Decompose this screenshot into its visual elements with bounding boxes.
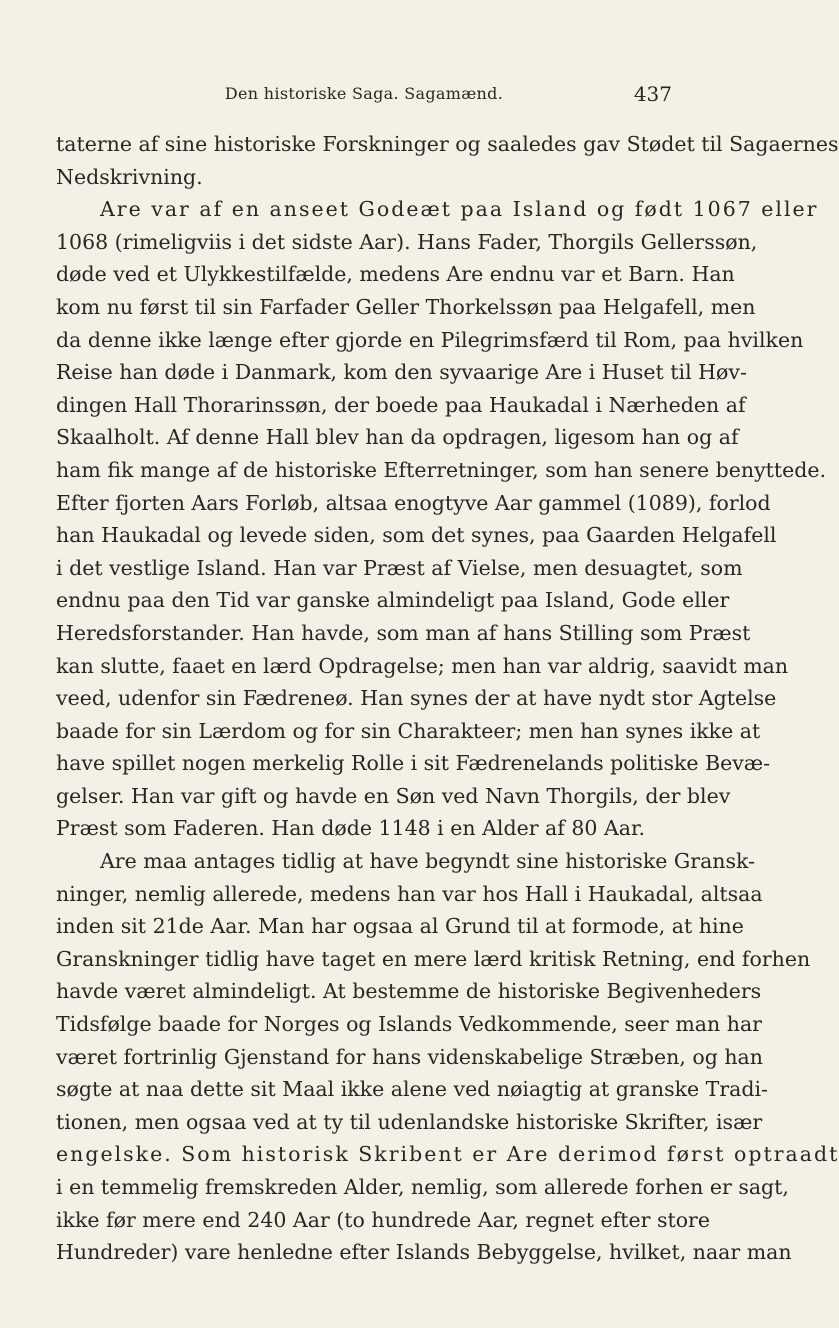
text-line: Nedskrivning. [56, 164, 203, 189]
text-line: døde ved et Ulykkestilfælde, medens Are endnu var et Barn. Han [56, 262, 735, 287]
text-line: Hundreder) vare henledne efter Islands Bebyggelse, hvilket, naar man [56, 1240, 792, 1265]
text-line: engelske. Som historisk Skribent er Are derimod først optraadt [56, 1142, 839, 1167]
running-title: Den historiske Saga. Sagamænd. [224, 84, 504, 103]
text-line: ikke før mere end 240 Aar (to hundrede Aar, regnet efter store [56, 1207, 710, 1232]
text-line: han Haukadal og levede siden, som det synes, paa Gaarden Helgafell [56, 523, 777, 548]
text-line: have spillet nogen merkelig Rolle i sit Fædrenelands politiske Bevæ- [56, 751, 771, 776]
text-line: i det vestlige Island. Han var Præst af Vielse, men desuagtet, som [56, 555, 743, 580]
text-line: Granskninger tidlig have taget en mere lærd kritisk Retning, end forhen [56, 946, 811, 971]
text-line: Are maa antages tidlig at have begyndt sine historiske Gransk- [100, 849, 756, 874]
text-line: endnu paa den Tid var ganske almindeligt paa Island, Gode eller [56, 588, 730, 613]
text-line: havde været almindeligt. At bestemme de historiske Begivenheders [56, 979, 762, 1004]
body-text [56, 128, 839, 1269]
text-line: 1068 (rimeligviis i det sidste Aar). Hans Fader, Thorgils Gellerssøn, [56, 229, 758, 254]
text-line: Reise han døde i Danmark, kom den syvaarige Are i Huset til Høv- [56, 360, 747, 385]
text-line: ham fik mange af de historiske Efterretninger, som han senere benyttede. [56, 457, 827, 482]
text-line: været fortrinlig Gjenstand for hans videnskabelige Stræben, og han [56, 1044, 763, 1069]
text-line: inden sit 21de Aar. Man har ogsaa al Grund til at formode, at hine [56, 914, 744, 939]
page-header [56, 82, 672, 108]
text-line: kom nu først til sin Farfader Geller Thorkelssøn paa Helgafell, men [56, 294, 756, 319]
text-line: gelser. Han var gift og havde en Søn ved Navn Thorgils, der blev [56, 783, 731, 808]
text-line: taterne af sine historiske Forskninger og saaledes gav Stødet til Sagaernes [56, 132, 839, 156]
text-line: Præst som Faderen. Han døde 1148 i en Alder af 80 Aar. [56, 816, 646, 841]
text-line: ninger, nemlig allerede, medens han var hos Hall i Haukadal, altsaa [56, 881, 763, 906]
text-line: veed, udenfor sin Fædreneø. Han synes der at have nydt stor Agtelse [56, 686, 777, 711]
text-line: Tidsfølge baade for Norges og Islands Vedkommende, seer man har [56, 1012, 762, 1037]
text-line: dingen Hall Thorarinssøn, der boede paa Haukadal i Nærheden af [56, 392, 746, 417]
text-line: søgte at naa dette sit Maal ikke alene ved nøiagtig at granske Tradi- [56, 1077, 768, 1102]
text-line: kan slutte, faaet en lærd Opdragelse; men han var aldrig, saavidt man [56, 653, 789, 678]
text-line: Efter fjorten Aars Forløb, altsaa enogtyve Aar gammel (1089), forlod [56, 490, 771, 515]
text-line: Skaalholt. Af denne Hall blev han da opdragen, ligesom han og af [56, 425, 739, 450]
text-line: Heredsforstander. Han havde, som man af hans Stilling som Præst [56, 620, 751, 645]
text-line: i en temmelig fremskreden Alder, nemlig, som allerede forhen er sagt, [56, 1175, 789, 1199]
text-line: da denne ikke længe efter gjorde en Pilegrimsfærd til Rom, paa hvilken [56, 327, 804, 352]
page-number: 437 [633, 82, 672, 106]
text-line: tionen, men ogsaa ved at ty til udenlandske historiske Skrifter, især [56, 1109, 763, 1134]
text-line: Are var af en anseet Godeæt paa Island og født 1067 eller [100, 197, 819, 222]
text-line: baade for sin Lærdom og for sin Charakteer; men han synes ikke at [56, 718, 761, 743]
